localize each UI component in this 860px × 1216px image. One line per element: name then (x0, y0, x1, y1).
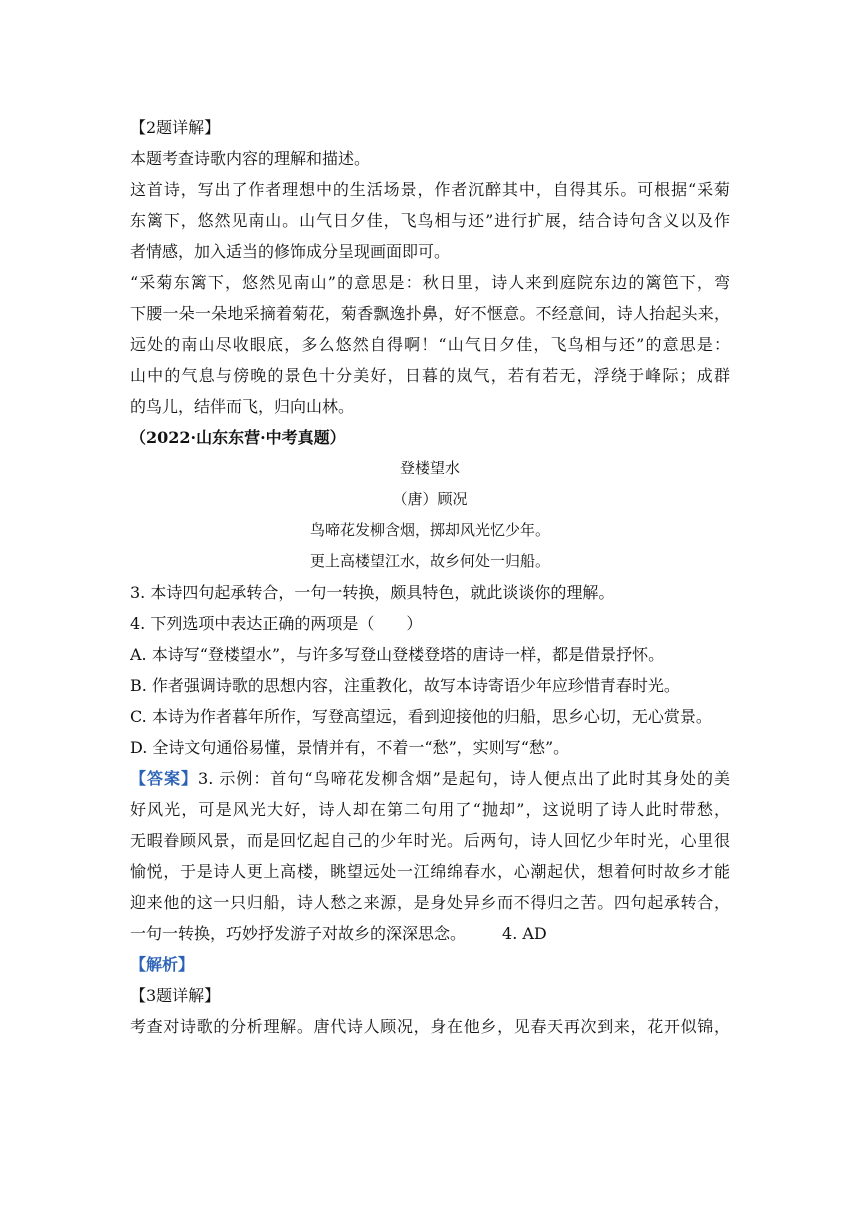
q2-intro: 本题考查诗歌内容的理解和描述。 (130, 149, 371, 168)
poem-line: 更上高楼望江水，故乡何处一归船。 (309, 552, 550, 570)
option-d: D. 全诗文句通俗易懂，景情并有，不着一“愁”，实则写“愁”。 (130, 738, 570, 757)
q3-analysis-line: 考查对诗歌的分析理解。唐代诗人顾况，身在他乡，见春天再次到来，花开似锦， (130, 1017, 730, 1036)
question-3: 3. 本诗四句起承转合，一句一转换，颇具特色，就此谈谈你的理解。 (130, 583, 615, 602)
q2-para2-line: “采菊东篱下，悠然见南山”的意思是：秋日里，诗人来到庭院东边的篱笆下，弯 (130, 273, 730, 292)
question-4: 4. 下列选项中表达正确的两项是（ ） (130, 614, 423, 633)
answer-first-line: 3. 示例：首句“鸟啼花发柳含烟”是起句，诗人便点出了此时其身处的美 (198, 769, 730, 788)
analysis-tag: 【解析】 (130, 955, 195, 974)
poem-author: （唐）顾况 (392, 490, 468, 508)
answer-line: 愉悦，于是诗人更上高楼，眺望远处一江绵绵春水，心潮起伏，想着何时故乡才能 (130, 862, 730, 881)
q2-heading: 【2题详解】 (130, 118, 221, 137)
answer-line: 好风光，可是风光大好，诗人却在第二句用了“抛却”，这说明了诗人此时带愁， (130, 800, 730, 819)
document-page (130, 112, 730, 1042)
question-source: （2022·山东东营·中考真题） (130, 428, 346, 447)
answer-tag: 【答案】 (130, 769, 199, 788)
q2-para2-line: 下腰一朵一朵地采摘着菊花，菊香飘逸扑鼻，好不惬意。不经意间，诗人抬起头来， (130, 304, 730, 323)
q2-para2-line: 远处的南山尽收眼底，多么悠然自得啊！“山气日夕佳，飞鸟相与还”的意思是： (130, 335, 730, 354)
answer-last-line: 一句一转换，巧妙抒发游子对故乡的深深思念。 (130, 924, 467, 943)
option-a: A. 本诗写“登楼望水”，与许多写登山登楼登塔的唐诗一样，都是借景抒怀。 (130, 645, 665, 664)
q2-para2-line: 山中的气息与傍晚的景色十分美好，日暮的岚气，若有若无，浮绕于峰际；成群 (130, 366, 730, 385)
answer-line: 迎来他的这一只归船，诗人愁之来源，是身处异乡而不得归之苦。四句起承转合， (130, 893, 730, 912)
q2-para1-line: 者情感，加入适当的修饰成分呈现画面即可。 (130, 242, 451, 261)
poem-line: 鸟啼花发柳含烟，掷却风光忆少年。 (309, 521, 550, 539)
q2-para2-line: 的鸟儿，结伴而飞，归向山林。 (130, 397, 355, 416)
q3-heading: 【3题详解】 (130, 986, 221, 1005)
answer-line (130, 763, 730, 794)
option-c: C. 本诗为作者暮年所作，写登高望远，看到迎接他的归船，思乡心切，无心赏景。 (130, 707, 712, 726)
answer-line (130, 918, 730, 949)
answer-q4: 4. AD (502, 924, 547, 943)
q2-para1-line: 这首诗，写出了作者理想中的生活场景，作者沉醉其中，自得其乐。可根据“采菊 (130, 180, 730, 199)
q2-para1-line: 东篱下，悠然见南山。山气日夕佳，飞鸟相与还”进行扩展，结合诗句含义以及作 (130, 211, 730, 230)
answer-line: 无暇眷顾风景，而是回忆起自己的少年时光。后两句，诗人回忆少年时光，心里很 (130, 831, 730, 850)
option-b: B. 作者强调诗歌的思想内容，注重教化，故写本诗寄语少年应珍惜青春时光。 (130, 676, 680, 695)
poem-title: 登楼望水 (399, 459, 460, 477)
